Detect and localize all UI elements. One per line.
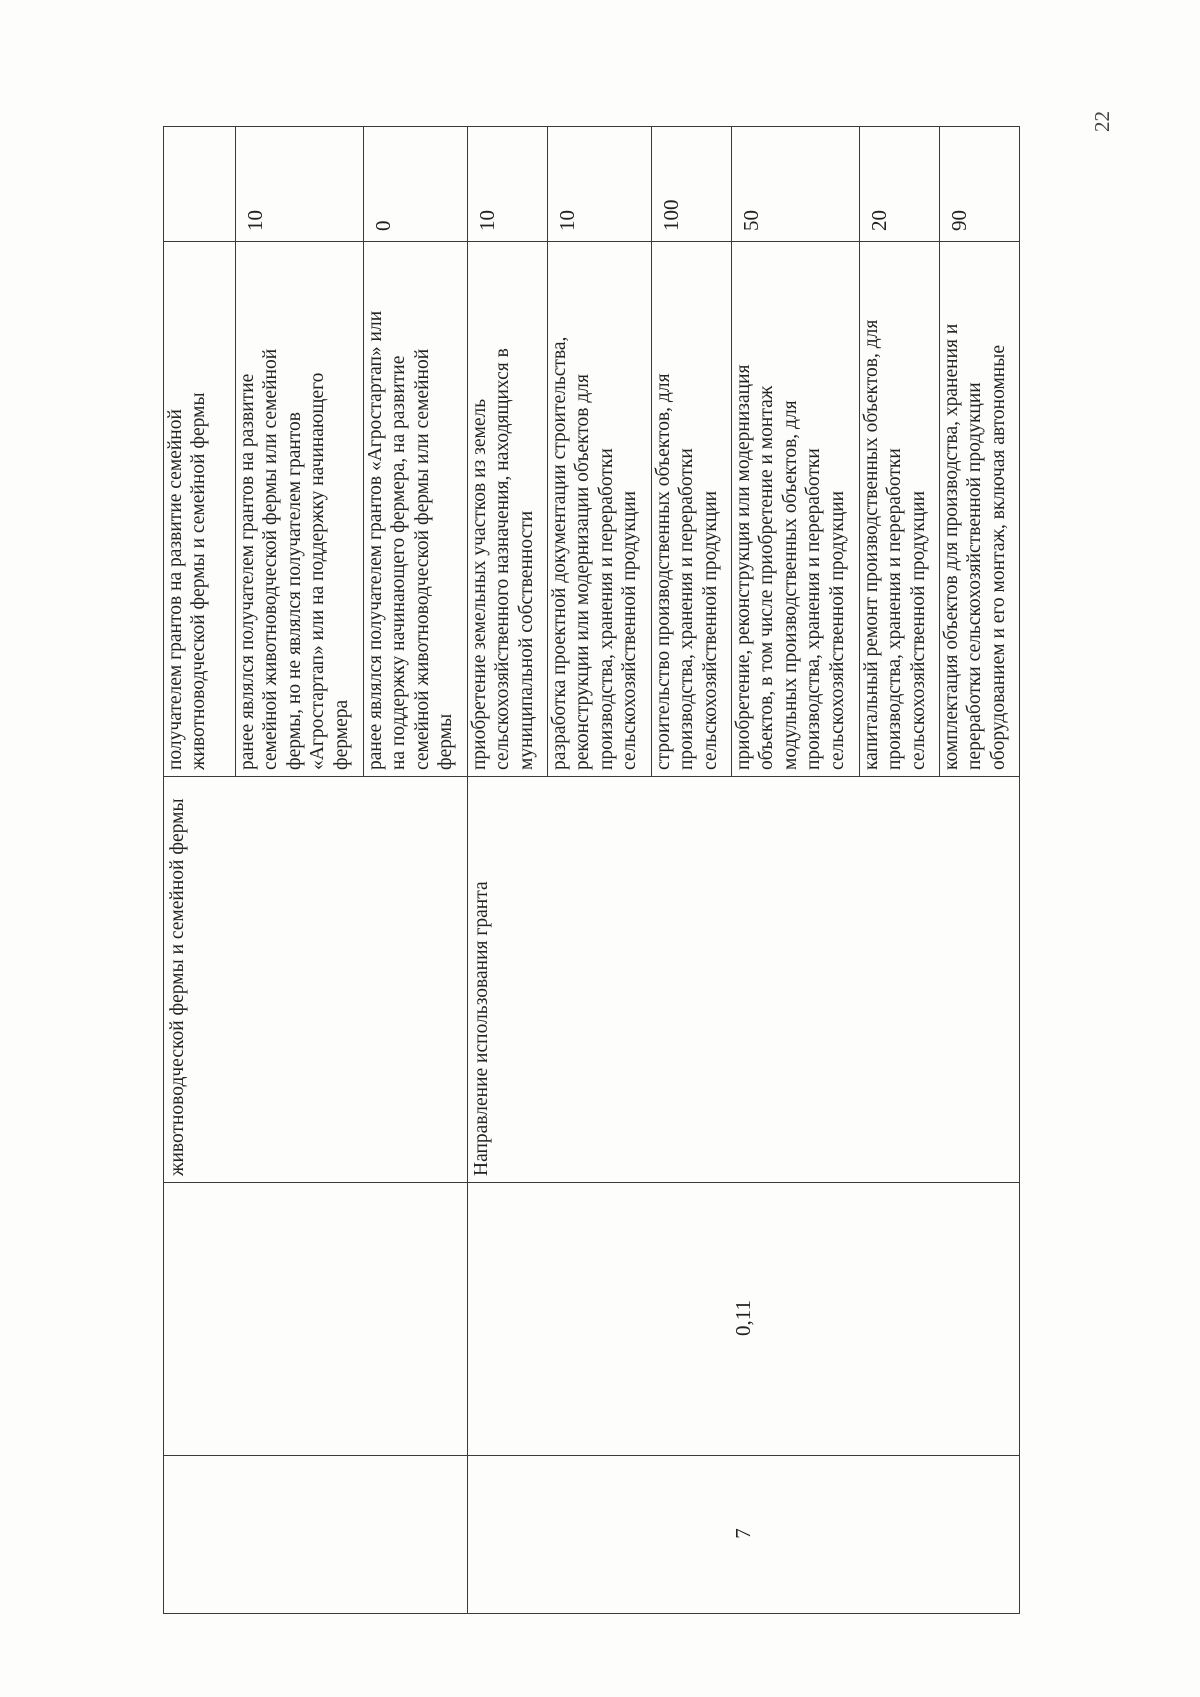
criteria-table	[163, 126, 1020, 1614]
score-cell	[164, 127, 236, 242]
option-cell	[940, 242, 1020, 777]
option-cell	[652, 242, 732, 777]
criterion-cell: Направление использования гранта	[468, 777, 1020, 1183]
option-line: сельскохозяйственной продукции	[619, 490, 641, 770]
score-cell: 20	[860, 127, 940, 242]
option-cell	[164, 242, 236, 777]
option-line: производства, хранения и переработки	[595, 448, 617, 770]
option-line: приобретение земельных участков из земель	[469, 398, 490, 770]
option-line: строительство производственных объектов, для	[653, 373, 674, 770]
option-line: переработки сельскохозяйственной продукции	[964, 382, 986, 770]
option-line: животноводческой фермы и семейной фермы	[188, 392, 210, 770]
score-cell: 10	[548, 127, 652, 242]
criterion-cell: животноводческой фермы и семейной фермы	[164, 777, 468, 1183]
option-line: приобретение, реконструкция или модернизация	[733, 364, 754, 770]
option-line: сельскохозяйственного назначения, находящихся в	[492, 348, 514, 770]
option-line: производства, хранения и переработки	[803, 448, 825, 770]
option-line: ранее являлся получателем грантов «Агростартап» или	[365, 310, 386, 770]
weight-cell	[164, 1183, 468, 1456]
option-cell	[860, 242, 940, 777]
option-cell	[468, 242, 548, 777]
score-cell: 50	[732, 127, 860, 242]
option-cell	[548, 242, 652, 777]
option-line: фермы, но не являлся получателем грантов	[283, 411, 305, 770]
option-line: сельскохозяйственной продукции	[907, 490, 929, 770]
option-line: семейной животноводческой фермы или семейной	[411, 348, 433, 770]
option-line: сельскохозяйственной продукции	[699, 490, 721, 770]
option-line: сельскохозяйственной продукции	[826, 490, 848, 770]
option-line: семейной животноводческой фермы или семейной	[260, 348, 282, 770]
score-cell: 0	[364, 127, 468, 242]
option-line: объектов, в том числе приобретение и монтаж	[756, 385, 778, 770]
option-line: модульных производственных объектов, для	[779, 400, 801, 770]
option-line: разработка проектной документации строительства,	[549, 336, 570, 770]
score-cell: 100	[652, 127, 732, 242]
criterion-weight: 0,11	[468, 1183, 1020, 1456]
option-line: на поддержку начинающего фермера, на развитие	[388, 355, 410, 770]
option-line: фермера	[330, 699, 352, 770]
option-line: реконструкции или модернизации объектов для	[572, 374, 594, 770]
option-line: получателем грантов на развитие семейной	[165, 409, 186, 770]
option-cell	[732, 242, 860, 777]
option-line: комплектация объектов для производства, хранения и	[941, 323, 962, 770]
criterion-number: 7	[468, 1456, 1020, 1614]
option-cell	[236, 242, 364, 777]
option-line: производства, хранения и переработки	[884, 448, 906, 770]
table-row	[468, 127, 548, 1614]
option-cell	[364, 242, 468, 777]
option-line: оборудованием и его монтаж, включая автономные	[987, 344, 1009, 770]
number-cell	[164, 1456, 468, 1614]
option-line: производства, хранения и переработки	[676, 448, 698, 770]
table-row	[164, 127, 236, 1614]
score-cell: 10	[468, 127, 548, 242]
page-number: 22	[1090, 111, 1114, 132]
score-cell: 90	[940, 127, 1020, 242]
score-cell: 10	[236, 127, 364, 242]
option-line: фермы	[435, 713, 457, 770]
option-line: капитальный ремонт производственных объектов, для	[861, 319, 882, 770]
option-line: «Агростартап» или на поддержку начинающего	[307, 372, 329, 770]
option-line: ранее являлся получателем грантов на развитие	[237, 373, 258, 770]
option-line: муниципальной собственности	[515, 510, 537, 770]
